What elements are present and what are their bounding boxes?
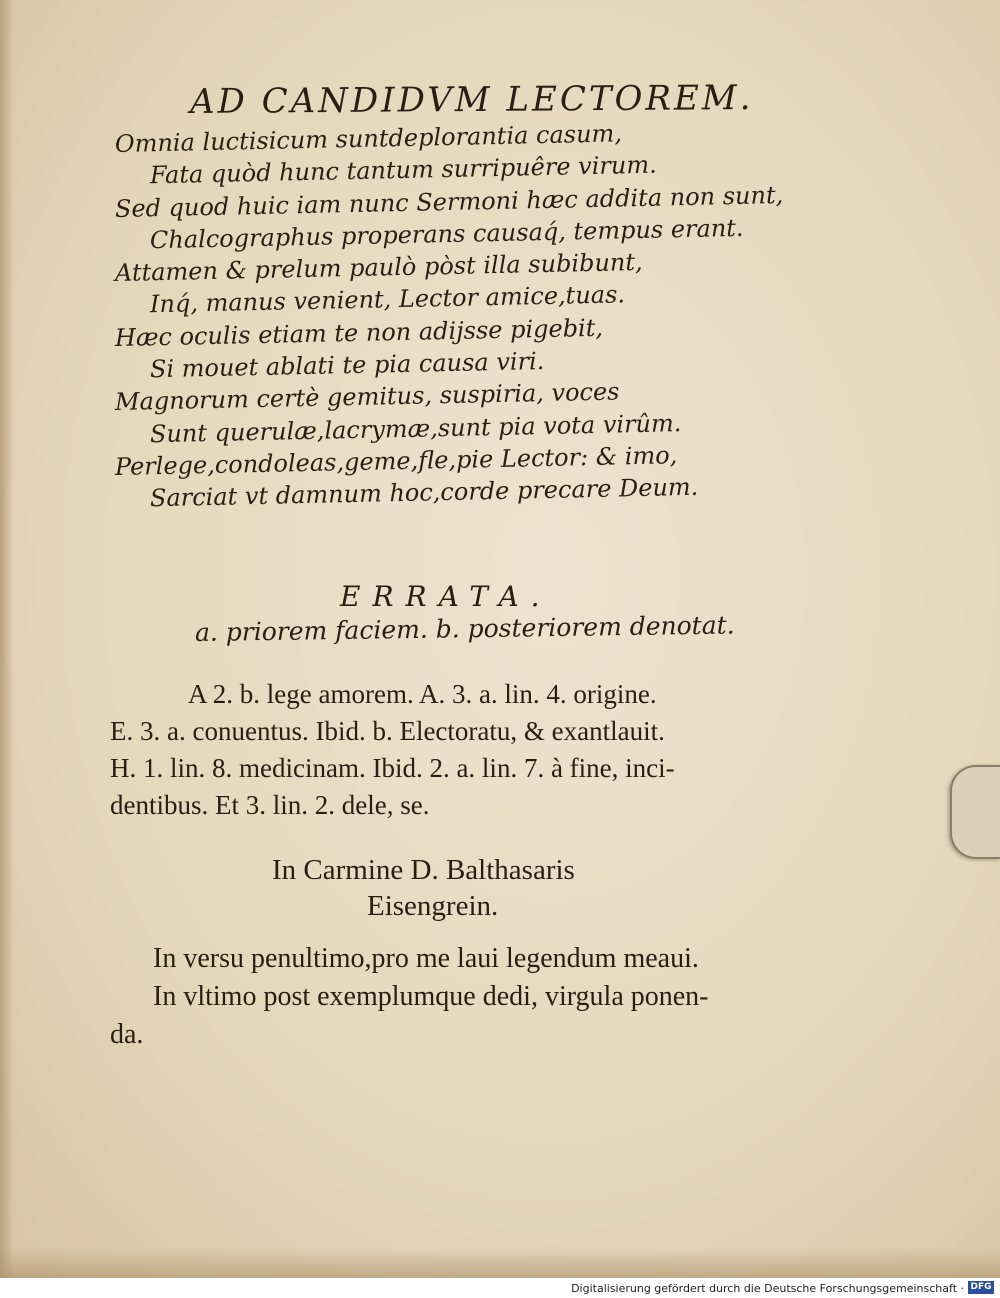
versus-notes [110,940,790,1054]
errata-line: E. 3. a. conuentus. Ibid. b. Electoratu, & exantlauit. [110,716,665,746]
spine-shadow [0,0,14,1278]
poem-line: Chalcographus properans causaq́, tempus erant. [149,213,744,255]
errata-heading: ERRATA. [340,580,552,613]
dfg-logo-icon: DFG [968,1281,994,1294]
poem-line: Inq́, manus venient, Lector amice,tuas. [149,280,626,319]
poem-line: Attamen & prelum paulò pòst illa subibunt, [114,248,643,288]
errata-line: dentibus. Et 3. lin. 2. dele, se. [110,790,430,820]
footer-bar [0,1278,1000,1298]
page-title: AD CANDIDVM LECTOREM. [189,78,754,122]
errata-line: A 2. b. lege amorem. A. 3. a. lin. 4. origine. [188,679,657,709]
versus-line: In versu penultimo,pro me laui legendum meaui. [153,943,699,974]
carmen-line: Eisengrein. [367,890,499,922]
poem-line: Fata quòd hunc tantum surripuêre virum. [149,150,657,190]
errata-line: H. 1. lin. 8. medicinam. Ibid. 2. a. lin. 7. à fine, inci- [110,753,675,783]
poem-line: Si mouet ablati te pia causa viri. [149,347,545,384]
poem-line: Omnia luctisicum suntdeplorantia casum, [114,119,623,158]
errata-list [110,676,785,824]
errata-subtitle: a. priorem faciem. b. posteriorem denotat. [194,610,735,647]
carmen-heading [272,852,575,924]
page-tab [950,765,1000,859]
page-edge-shadow [0,1248,1000,1278]
funding-credit: Digitalisierung gefördert durch die Deutsche Forschungsgemeinschaft · [571,1282,964,1295]
poem-line: Hæc oculis etiam te non adijsse pigebit, [114,313,604,352]
versus-line: da. [110,1019,144,1050]
carmen-line: In Carmine D. Balthasaris [272,854,575,886]
poem-line: Sunt querulæ,lacrymæ,sunt pia vota virûm. [149,408,682,448]
versus-line: In vltimo post exemplumque dedi, virgula ponen- [153,981,709,1012]
poem-line: Perlege,condoleas,geme,fle,pie Lector: & imo, [114,441,678,481]
poem-line: Sed quod huic iam nunc Sermoni hæc addita non sunt, [114,180,784,223]
poem [114,119,784,516]
poem-line: Sarciat vt damnum hoc,corde precare Deum. [149,473,699,513]
poem-line: Magnorum certè gemitus, suspiria, voces [114,377,620,417]
